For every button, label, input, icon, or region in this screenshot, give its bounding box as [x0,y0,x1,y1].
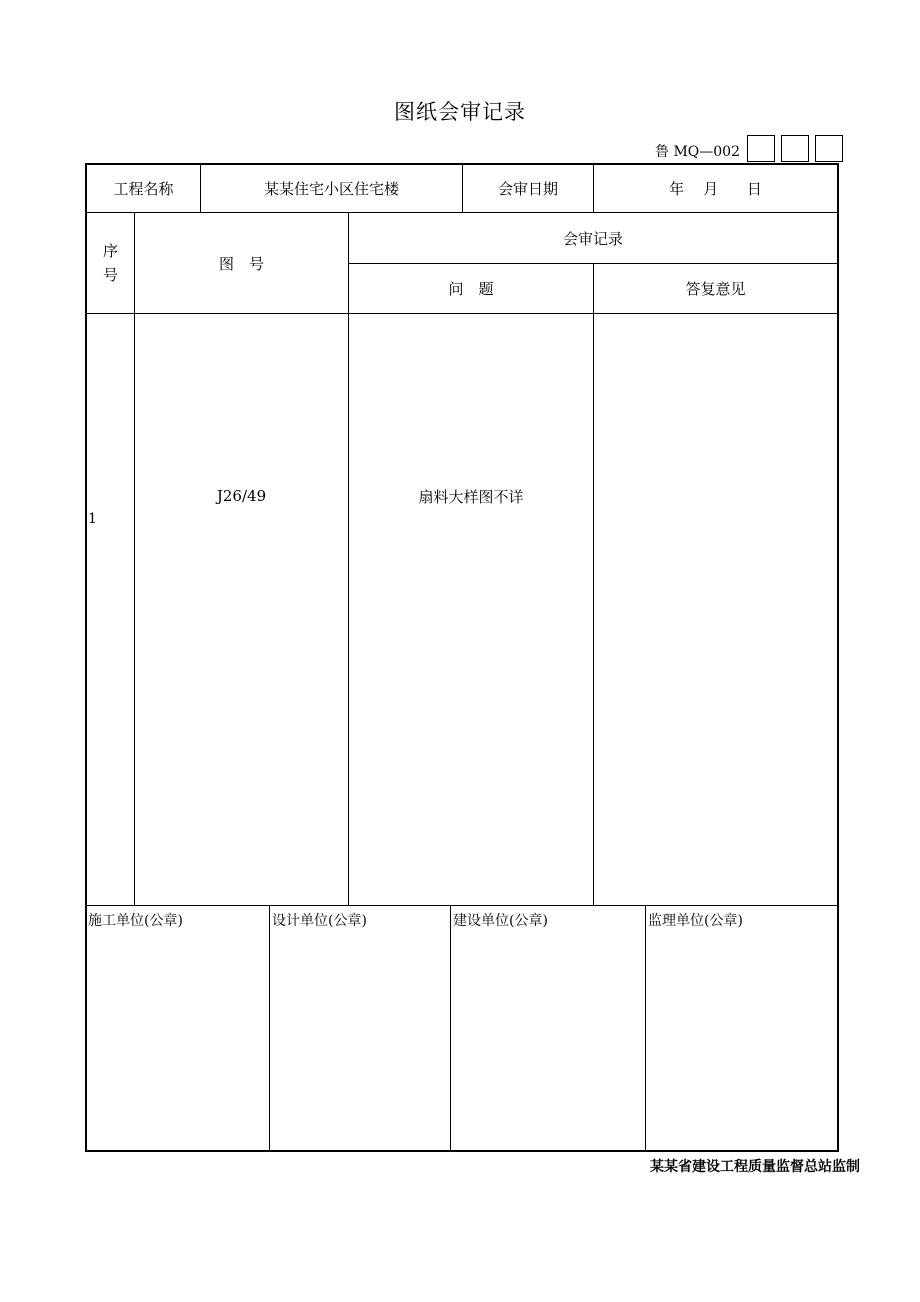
rule-sig3 [645,906,646,1151]
signature-design-unit[interactable]: 设计单位(公章) [272,913,367,929]
rule-sig2 [450,906,451,1151]
rule-sig1 [269,906,270,1151]
reply-header: 答复意见 [685,280,746,298]
table-border-bottom [85,1150,839,1152]
row-reply[interactable] [594,314,837,905]
issuer-footer: 某某省建设工程质量监督总站监制 [650,1159,860,1175]
row-drawing-no[interactable]: J26/49 [216,487,267,505]
row-question[interactable]: 扇料大样图不详 [418,487,524,506]
signature-construction-unit[interactable]: 施工单位(公章) [88,913,183,929]
seq-header: 序 号 [102,242,118,284]
question-header: 问 题 [448,280,494,298]
review-date-value[interactable]: 年 月 日 [669,180,762,198]
review-date-label: 会审日期 [497,180,558,198]
signature-supervision-unit[interactable]: 监理单位(公章) [648,913,743,929]
document-title: 图纸会审记录 [394,100,526,124]
rule-v4 [134,213,135,906]
table-border-right [837,163,839,1152]
project-name-label: 工程名称 [113,180,174,198]
rule-v5 [348,213,349,906]
review-record-header: 会审记录 [562,229,623,248]
project-name-value[interactable]: 某某住宅小区住宅楼 [263,180,399,198]
drawing-no-header: 图 号 [218,254,264,273]
form-code-label: 鲁 MQ—002 [655,144,740,160]
rule-body [85,905,839,906]
signature-owner-unit[interactable]: 建设单位(公章) [453,913,548,929]
row-seq[interactable]: 1 [88,511,97,527]
